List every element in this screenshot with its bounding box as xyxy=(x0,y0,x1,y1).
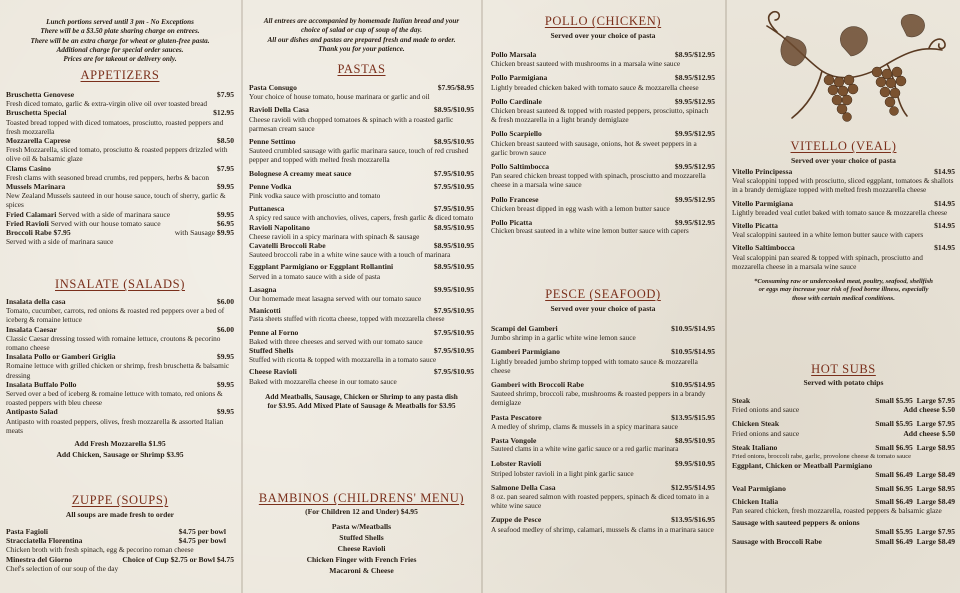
salad-addon: Add Fresh Mozzarella $1.95 xyxy=(74,439,166,449)
policy-note: Lunch portions served until 3 pm - No Exceptions xyxy=(46,18,194,26)
section-subtitle: Served with potato chips xyxy=(803,378,884,387)
menu-item xyxy=(6,90,234,108)
menu-item-broccoli-rabe xyxy=(6,228,234,237)
item-price: $7.95/$10.95 xyxy=(433,306,474,316)
item-name: Sausage with Broccoli Rabe xyxy=(732,536,822,546)
column-appetizers-salads-soups xyxy=(0,0,240,593)
section-heading-kids: BAMBINOS (CHILDRENS' MENU) xyxy=(258,491,465,505)
item-description: Chicken breast dipped in egg wash with a lemon butter sauce xyxy=(491,203,670,213)
item-price: $9.95/$12.95 xyxy=(674,96,715,106)
item-name: Salmone Della Casa xyxy=(491,482,556,492)
item-name: Steak xyxy=(732,396,751,405)
item-name: Pasta Vongole xyxy=(491,436,537,446)
sub-item xyxy=(732,484,955,493)
item-price: $8.95/$10.95 xyxy=(433,241,474,251)
item-name: Vitello Saltimbocca xyxy=(732,243,795,253)
item-name: Broccoli Rabe $7.95 xyxy=(6,228,71,238)
item-name: Insalata Caesar xyxy=(6,324,57,334)
item-name: Pollo Marsala xyxy=(491,50,537,59)
sub-item xyxy=(732,461,955,470)
item-price: $9.95/$12.95 xyxy=(674,129,715,139)
item-price: $14.95 xyxy=(934,243,955,253)
salad-addon: Add Chicken, Sausage or Shrimp $3.95 xyxy=(56,450,184,460)
item-price: $8.50 xyxy=(216,136,234,146)
menu-item xyxy=(491,347,715,375)
item-price: $7.95/$10.95 xyxy=(433,346,474,356)
item-price-large: Large $7.95 xyxy=(916,527,955,537)
item-description: Your choice of house tomato, house marinara or garlic and oil xyxy=(249,92,430,102)
section-heading-chicken: POLLO (CHICKEN) xyxy=(544,14,662,28)
item-description: Served with our house tomato sauce xyxy=(50,218,161,228)
item-price: $4.75 per bowl xyxy=(178,527,226,536)
item-description: A spicy red sauce with anchovies, olives, capers, fresh garlic & diced tomato xyxy=(249,213,474,223)
entree-note: Thank you for your patience. xyxy=(318,44,405,53)
item-description: Baked with mozzarella cheese in our tomato sauce xyxy=(249,376,397,386)
item-description: Pasta sheets stuffed with ricotta cheese, topped with mozzarella cheese xyxy=(249,316,445,324)
item-description: Veal scaloppini pan seared & topped with spinach, prosciutto and mozzarella cheese in a marsala wine sauce xyxy=(732,252,923,271)
menu-item xyxy=(491,459,715,477)
item-description: Fried onions, broccoli rabe, garlic, provolone cheese & tomato sauce xyxy=(732,453,912,461)
item-price-small: Small $5.95 xyxy=(875,419,913,429)
item-description: A seafood medley of shrimp, calamari, mussels & clams in a marinara sauce xyxy=(491,524,714,534)
menu-item xyxy=(491,413,715,431)
item-name: Insalata Pollo or Gamberi Griglia xyxy=(6,352,116,362)
item-description: Sauteed shrimp, broccoli rabe, mushrooms & roasted peppers in a brandy demiglaze xyxy=(491,389,706,408)
food-safety-warning: or eggs may increase your risk of food borne illness, especially xyxy=(758,286,929,294)
menu-item xyxy=(249,204,474,222)
section-heading-seafood: PESCE (SEAFOOD) xyxy=(545,287,661,301)
item-price-small: Small $6.49 xyxy=(875,536,913,546)
item-description: Served with a side of marinara sauce xyxy=(58,209,171,219)
food-safety-warning: those with certain medical conditions. xyxy=(792,294,895,302)
sub-item xyxy=(732,396,955,405)
item-name: Fried Ravioli xyxy=(6,218,49,228)
item-description: Chicken broth with fresh spinach, egg & pecorino roman cheese xyxy=(6,545,194,555)
item-description: Chicken breast sauteed with sausage, onions, hot & sweet peppers in a garlic brown sauce xyxy=(491,138,697,157)
pesce-section xyxy=(491,287,715,534)
item-description: Cheese ravioli with chopped tomatoes & spinach with a roasted garlic parmesan cream sauce xyxy=(249,114,454,133)
item-price: $9.95/$12.95 xyxy=(674,194,715,204)
item-price: $12.95 xyxy=(213,108,234,118)
sub-item xyxy=(732,419,955,428)
menu-item xyxy=(491,73,715,91)
menu-item xyxy=(249,182,474,200)
item-price: $8.95/$10.95 xyxy=(674,436,715,446)
menu-item xyxy=(732,221,955,239)
item-price: $10.95/$14.95 xyxy=(671,324,715,333)
menu-item xyxy=(732,167,955,195)
pasta-addon: for $3.95. Add Mixed Plate of Sausage & Meatballs for $3.95 xyxy=(267,401,456,411)
sub-item xyxy=(732,518,955,527)
item-description: Romaine lettuce with grilled chicken or shrimp, fresh bruschetta & balsamic dressing xyxy=(6,361,230,380)
menu-item xyxy=(491,97,715,125)
item-name: Lasagna xyxy=(249,284,277,294)
item-price: $7.95/$8.95 xyxy=(437,83,474,92)
item-description: Chicken breast sauteed & topped with roasted peppers, prosciutto, spinach & fresh mozzarella in a light brandy demiglaze xyxy=(491,106,709,125)
menu-item xyxy=(732,199,955,217)
section-subtitle: (For Children 12 and Under) $4.95 xyxy=(305,507,418,516)
item-description: Chef's selection of our soup of the day xyxy=(6,563,119,573)
item-price: $8.95/$12.95 xyxy=(674,50,715,59)
section-subtitle: All soups are made fresh to order xyxy=(65,510,175,519)
item-name: Zuppe de Pesce xyxy=(491,515,542,525)
item-price: $7.95/$10.95 xyxy=(433,367,474,377)
item-price: $9.95/$12.95 xyxy=(674,162,715,172)
menu-item xyxy=(491,380,715,408)
item-price: $10.95/$14.95 xyxy=(671,380,715,390)
item-name: Minestra del Giorno xyxy=(6,554,73,564)
menu-item xyxy=(249,137,474,165)
menu-item xyxy=(249,83,474,101)
item-price-small: Small $6.49 xyxy=(875,470,913,480)
item-description: Striped lobster ravioli in a light pink garlic sauce xyxy=(491,468,634,478)
item-description: Fried onions and sauce xyxy=(732,428,800,438)
entree-notes xyxy=(247,17,476,54)
item-description: Sauteed broccoli rabe in a white wine sauce with a touch of marinara xyxy=(249,250,451,260)
item-price: $12.95/$14.95 xyxy=(671,482,715,492)
item-name: Gamberi Parmigiano xyxy=(491,347,560,357)
menu-item xyxy=(6,325,234,353)
item-price-small: Small $6.95 xyxy=(875,442,913,452)
item-name: Manicotti xyxy=(249,306,281,316)
menu-item xyxy=(249,328,474,346)
item-name: Penne Vodka xyxy=(249,181,292,191)
item-name: Pasta Pescatore xyxy=(491,412,542,422)
item-name: Stuffed Shells xyxy=(249,346,294,356)
item-description: Lightly breaded veal cutlet baked with tomato sauce & mozzarella cheese xyxy=(732,207,948,217)
item-name: Bruschetta Genovese xyxy=(6,90,75,99)
menu-item xyxy=(6,380,234,408)
section-heading-pastas: PASTAS xyxy=(337,62,386,76)
item-price: $10.95/$14.95 xyxy=(671,347,715,357)
item-option: with Sausage xyxy=(174,228,215,238)
item-price: $8.95/$10.95 xyxy=(433,105,474,115)
policy-note: Prices are for takeout or delivery only. xyxy=(63,55,177,64)
item-price: $6.95 xyxy=(216,218,234,228)
item-name: Ravioli Della Casa xyxy=(249,105,309,115)
item-name: Bruschetta Special xyxy=(6,108,67,118)
item-name: Insalata Buffalo Pollo xyxy=(6,379,77,389)
menu-item xyxy=(6,536,234,545)
item-name: Insalata della casa xyxy=(6,297,66,306)
item-price: $8.95/$12.95 xyxy=(674,73,715,83)
item-description: Lightly breaded chicken baked with tomato sauce & mozzarella cheese xyxy=(491,82,699,92)
entree-note: All our dishes and pastas are prepared fresh and made to order. xyxy=(267,35,456,44)
item-name: Antipasto Salad xyxy=(6,407,58,417)
item-price: $8.95/$10.95 xyxy=(433,262,474,272)
item-name: Pollo Saltimbocca xyxy=(491,162,550,172)
item-price: $14.95 xyxy=(934,167,955,176)
item-description: Served over a bed of iceberg & romaine lettuce with tomato, red onions & roasted peppers with bleu cheese xyxy=(6,389,223,408)
menu-item xyxy=(6,108,234,136)
item-price-small: Small $5.95 xyxy=(875,527,913,537)
section-heading-salads: INSALATE (SALADS) xyxy=(55,277,185,291)
policy-note: There will be an extra charge for wheat or gluten-free pasta. xyxy=(30,36,210,45)
menu-item xyxy=(249,169,474,178)
item-price: $6.00 xyxy=(216,324,234,334)
item-description: Veal scaloppini sauteed in a white lemon butter sauce with capers xyxy=(732,230,924,240)
item-name: Vitello Picatta xyxy=(732,221,778,231)
item-description: Pan seared chicken, fresh mozzarella, roasted peppers & balsamic glaze xyxy=(732,506,942,516)
item-price: $4.75 per bowl xyxy=(178,536,226,546)
item-description: Antipasto with roasted peppers, olives, fresh mozzarella & assorted Italian meats xyxy=(6,416,224,435)
item-name: Bolognese A creamy meat sauce xyxy=(249,168,352,178)
item-description: 8 oz. pan seared salmon with roasted peppers, spinach & diced tomato in a white wine sauce xyxy=(491,492,709,511)
kids-item: Cheese Ravioli xyxy=(337,544,386,553)
item-name: Puttanesca xyxy=(249,204,285,214)
item-name: Penne al Forno xyxy=(249,327,299,337)
item-price: $6.00 xyxy=(216,297,234,306)
menu-item xyxy=(491,195,715,213)
item-name: Chicken Italia xyxy=(732,496,779,506)
item-price-small: Small $5.95 xyxy=(875,396,913,405)
item-price: $13.95/$16.95 xyxy=(671,515,715,525)
item-description: Served in a tomato sauce with a side of pasta xyxy=(249,271,381,281)
kids-item: Macaroni & Cheese xyxy=(329,566,394,575)
menu-item xyxy=(732,243,955,271)
item-description: Jumbo shrimp in a garlic white wine lemon sauce xyxy=(491,333,636,343)
menu-item-fried-calamari xyxy=(6,210,234,219)
section-heading-appetizers: APPETIZERS xyxy=(80,68,160,82)
menu-item xyxy=(6,352,234,380)
item-price: $9.95 xyxy=(216,228,234,238)
menu-item xyxy=(249,262,474,280)
item-name: Mussels Marinara xyxy=(6,182,66,192)
item-price: $9.95 xyxy=(216,209,234,219)
menu-item xyxy=(6,297,234,325)
item-description: Toasted bread topped with diced tomatoes, prosciutto, roasted peppers and fresh mozzarella xyxy=(6,117,224,136)
menu-item xyxy=(6,136,234,164)
item-price: $8.95/$10.95 xyxy=(433,222,474,232)
item-name: Cavatelli Broccoli Rabe xyxy=(249,241,326,251)
item-description: New Zealand Mussels sauteed in our house sauce, touch of sherry, garlic & spices xyxy=(6,191,226,210)
menu-item xyxy=(249,241,474,259)
menu-item xyxy=(249,306,474,324)
menu-item xyxy=(491,483,715,511)
item-name: Pasta Fagioli xyxy=(6,527,48,536)
item-description: Classic Caesar dressing tossed with romaine lettuce, croutons & pecorino romano cheese xyxy=(6,333,221,353)
sub-item xyxy=(732,443,955,452)
kids-section xyxy=(249,491,474,576)
pollo-section xyxy=(491,14,715,236)
item-price: $8.95/$10.95 xyxy=(433,137,474,147)
item-description: Pink vodka sauce with prosciutto and tomato xyxy=(249,191,381,201)
menu-item xyxy=(6,527,234,536)
section-subtitle: Served over your choice of pasta xyxy=(550,31,656,40)
menu-item xyxy=(6,407,234,435)
item-description: Chicken breast sauteed with mushrooms in a marsala wine sauce xyxy=(491,59,681,69)
item-price-large: Large $8.49 xyxy=(916,536,955,546)
item-price-small: Small $6.95 xyxy=(875,483,913,493)
item-name: Vitello Parmigiana xyxy=(732,198,794,208)
item-description: Chicken breast sauteed in a white wine lemon butter sauce with capers xyxy=(491,227,689,236)
sub-item xyxy=(732,537,955,546)
kids-item: Pasta w/Meatballs xyxy=(331,522,392,531)
item-name: Cheese Ravioli xyxy=(249,367,297,377)
item-price: $14.95 xyxy=(934,198,955,208)
item-name: Pollo Picatta xyxy=(491,218,533,228)
menu-item xyxy=(491,324,715,342)
entree-note: All entrees are accompanied by homemade Italian bread and your xyxy=(263,17,460,25)
menu-item-fried-ravioli xyxy=(6,219,234,228)
item-price-large: Large $8.49 xyxy=(916,496,955,506)
kids-item: Chicken Finger with French Fries xyxy=(306,555,417,564)
item-name: Ravioli Napolitano xyxy=(249,222,310,232)
item-name: Clams Casino xyxy=(6,163,51,173)
section-heading-veal: VITELLO (VEAL) xyxy=(790,139,897,153)
menu-item xyxy=(491,436,715,454)
section-heading-soups: ZUPPE (SOUPS) xyxy=(71,493,169,507)
column-pastas-kids xyxy=(243,0,480,593)
item-price: $7.95/$10.95 xyxy=(433,204,474,214)
item-name: Mozzarella Caprese xyxy=(6,136,71,146)
menu-item xyxy=(249,105,474,133)
item-name: Stracciatella Florentina xyxy=(6,536,83,546)
item-description: Served with a side of marinara sauce xyxy=(6,237,114,247)
item-description: Fresh clams with seasoned bread crumbs, red peppers, herbs & bacon xyxy=(6,172,210,182)
item-description: A medley of shrimp, clams & mussels in a spicy marinara sauce xyxy=(491,421,678,431)
item-price-small: Small $6.49 xyxy=(875,496,913,506)
item-price: $7.95/$10.95 xyxy=(433,327,474,337)
column-chicken-seafood xyxy=(483,0,723,593)
item-description: Pan seared chicken breast topped with spinach, prosciutto and mozzarella cheese in a marsala wine sauce xyxy=(491,171,706,190)
item-price-large: Large $8.95 xyxy=(916,442,955,452)
item-name: Eggplant Parmigiano or Eggplant Rollantini xyxy=(249,262,394,272)
item-description: Fresh diced tomato, garlic & extra-virgin olive oil over toasted bread xyxy=(6,99,208,109)
menu-item xyxy=(491,515,715,533)
item-price: $9.95 xyxy=(216,182,234,192)
item-description: Fried onions and sauce xyxy=(732,405,800,415)
item-description: Veal scaloppini topped with prosciutto, sliced eggplant, tomatoes & shallots in a brandy demiglaze topped with melted fresh mozzarella cheese xyxy=(732,176,954,195)
item-price: $9.95/$10.95 xyxy=(674,459,715,469)
section-subtitle: Served over your choice of pasta xyxy=(550,304,656,313)
item-price: $7.95/$10.95 xyxy=(433,168,474,178)
item-price: $7.95/$10.95 xyxy=(433,181,474,191)
policy-note: Additional charge for special order sauces. xyxy=(56,45,184,54)
item-description: Sauteed crumbled sausage with garlic marinara sauce, touch of red crushed pepper and topped with melted fresh mozzarella xyxy=(249,146,469,165)
item-price: $9.95/$10.95 xyxy=(433,284,474,294)
item-price: $7.95 xyxy=(216,163,234,173)
item-description: Tomato, cucumber, carrots, red onions & roasted red peppers over a bed of iceberg & romaine lettuce xyxy=(6,306,225,325)
pastas-section xyxy=(249,62,474,411)
item-price: $9.95 xyxy=(216,352,234,362)
kids-item: Stuffed Shells xyxy=(339,533,384,542)
section-subtitle: Served over your choice of pasta xyxy=(791,156,896,165)
policy-notes xyxy=(6,18,234,64)
section-heading-subs: HOT SUBS xyxy=(811,362,876,376)
vitello-section xyxy=(732,139,955,303)
item-price: $9.95 xyxy=(216,379,234,389)
menu-item xyxy=(491,162,715,190)
item-description: Baked with three cheeses and served with our tomato sauce xyxy=(249,336,423,346)
item-extra: Add cheese $.50 xyxy=(903,405,955,415)
item-price-large: Large $7.95 xyxy=(916,396,955,405)
item-name: Pollo Scarpiello xyxy=(491,129,542,139)
item-name: Pollo Parmigiana xyxy=(491,73,548,83)
item-name: Sausage with sauteed peppers & onions xyxy=(732,518,860,528)
item-name: Vitello Principessa xyxy=(732,167,793,176)
item-name: Steak Italiano xyxy=(732,442,778,452)
item-price-large: Large $8.95 xyxy=(916,483,955,493)
food-safety-warning: *Consuming raw or undercooked meat, poultry, seafood, shellfish xyxy=(754,278,933,286)
sub-item xyxy=(732,497,955,506)
item-price: $9.95 xyxy=(216,407,234,417)
entree-note: choice of salad or cup of soup of the day. xyxy=(300,26,423,35)
item-description: Lightly breaded jumbo shrimp topped with tomato sauce & mozzarella cheese xyxy=(491,356,698,375)
menu-item xyxy=(6,555,234,564)
menu-item xyxy=(249,367,474,385)
menu-item xyxy=(249,285,474,303)
item-description: Our homemade meat lasagna served with our tomato sauce xyxy=(249,294,422,304)
item-description: Fresh Mozzarella, sliced tomato, prosciutto & roasted peppers drizzled with olive oil & balsamic glaze xyxy=(6,145,228,164)
item-price: $7.95 xyxy=(216,90,234,99)
soups-section xyxy=(6,493,234,573)
item-price: $13.95/$15.95 xyxy=(671,412,715,422)
item-price: $14.95 xyxy=(934,221,955,231)
item-name: Pollo Francese xyxy=(491,194,539,204)
item-name: Chicken Steak xyxy=(732,419,780,429)
item-name: Fried Calamari xyxy=(6,209,57,219)
item-extra: Add cheese $.50 xyxy=(903,428,955,438)
item-name: Eggplant, Chicken or Meatball Parmigiano xyxy=(732,461,873,471)
item-name: Pollo Cardinale xyxy=(491,96,542,106)
menu-item xyxy=(491,50,715,68)
item-name: Veal Parmigiano xyxy=(732,483,786,493)
item-price: Choice of Cup $2.75 or Bowl $4.75 xyxy=(122,554,234,564)
column-veal-subs xyxy=(727,0,960,593)
menu-item xyxy=(249,223,474,241)
subs-section xyxy=(732,362,955,546)
menu-item xyxy=(249,346,474,364)
item-name: Lobster Ravioli xyxy=(491,459,542,469)
item-price-large: Large $8.49 xyxy=(916,470,955,480)
item-name: Penne Settimo xyxy=(249,137,296,147)
item-name: Pasta Consugo xyxy=(249,83,297,92)
salads-section xyxy=(6,277,234,460)
pasta-addon: Add Meatballs, Sausage, Chicken or Shrimp to any pasta dish xyxy=(265,391,458,401)
item-description: Stuffed with ricotta & topped with mozzarella in a tomato sauce xyxy=(249,355,437,365)
item-description: Sauteed clams in a white wine garlic sauce or a red garlic marinara xyxy=(491,445,679,454)
item-name: Gamberi with Broccoli Rabe xyxy=(491,380,584,390)
item-price: $9.95/$12.95 xyxy=(674,218,715,228)
item-description: Cheese ravioli in a spicy marinara with spinach & sausage xyxy=(249,231,420,241)
policy-note: There will be a $3.50 plate sharing charge on entrees. xyxy=(40,27,200,36)
item-name: Scampi del Gamberi xyxy=(491,324,558,333)
item-price-large: Large $7.95 xyxy=(916,419,955,429)
menu-item xyxy=(491,218,715,236)
appetizers-section xyxy=(6,68,234,246)
menu-item xyxy=(6,164,234,182)
menu-item xyxy=(491,129,715,157)
menu-item xyxy=(6,182,234,210)
